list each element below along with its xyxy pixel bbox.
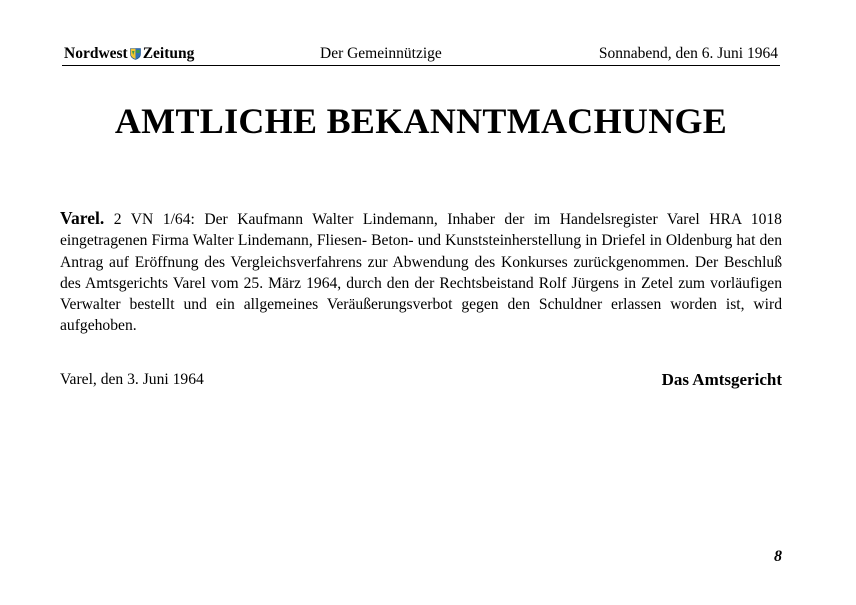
newspaper-masthead [64,45,194,63]
masthead-word-zeitung: Zeitung [142,45,195,62]
page-title: AMTLICHE BEKANNTMACHUNGE [114,101,728,141]
masthead-word-nordwest: Nordwest [64,45,128,62]
supplement-name: Der Gemeinnützige [320,45,442,62]
crest-icon [130,48,141,60]
notice-text: 2 VN 1/64: Der Kaufmann Walter Lindemann, Inhaber der im Handelsregister Varel HRA 1018 eingetragenen Firma Walter Lindemann, Fliesen- Beton- und Kunststeinherstellung in Driefel in Oldenburg hat den Antrag auf Eröffnung des Vergleichsverfahrens zur Abwendung des Konkurses zurückgenommen. Der Beschluß des Amtsgerichts Varel vom 25. März 1964, durch den der Rechtsbeistand Rolf Jürgens in Zetel zum vorläufigen Verwalter bestellt und ein allgemeines Veräußerungsverbot gegen den Schuldner erlassen worden ist, wird aufgehoben. [60,211,782,335]
issue-date: Sonnabend, den 6. Juni 1964 [598,45,778,62]
issuing-authority: Das Amtsgericht [661,370,782,389]
notice-date-line: Varel, den 3. Juni 1964 [60,371,204,388]
notice-place: Varel. [60,208,105,228]
notice-body [60,208,782,337]
page-number: 8 [774,548,782,565]
newspaper-header [62,43,780,66]
